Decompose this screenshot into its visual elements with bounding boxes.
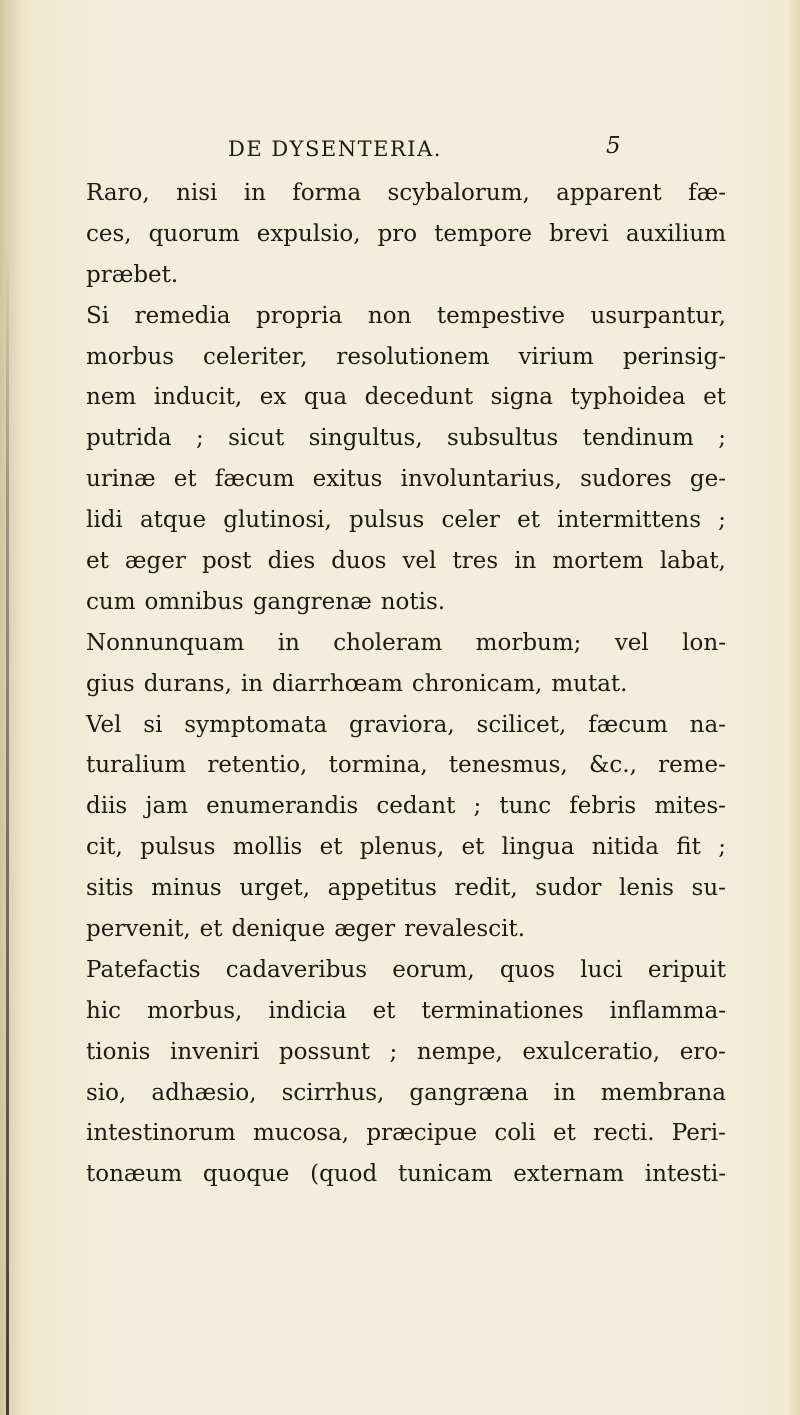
word: pro — [377, 220, 418, 247]
word: tionis — [86, 1038, 151, 1065]
word: subsultus — [447, 425, 559, 452]
text-line — [86, 214, 726, 255]
word: in — [243, 180, 266, 206]
text-line — [86, 1073, 726, 1114]
text-line — [86, 991, 726, 1032]
text-line — [86, 500, 726, 541]
word: et — [517, 507, 540, 534]
word: cit, — [86, 834, 123, 861]
word: febris — [569, 793, 637, 820]
text-line — [86, 377, 726, 418]
word: retentio, — [207, 752, 308, 779]
word: exitus — [312, 466, 383, 493]
word: et — [553, 1120, 576, 1147]
word: reme- — [658, 752, 726, 779]
word: labat, — [659, 548, 726, 575]
word: diarrhœam — [272, 670, 403, 697]
word: tonæum — [86, 1161, 183, 1188]
word: enumerandis — [206, 793, 359, 820]
word: forma — [292, 180, 362, 206]
word: su- — [691, 875, 726, 902]
word: tormina, — [328, 752, 428, 779]
word: scilicet, — [476, 711, 567, 738]
word: sitis — [86, 875, 134, 902]
text-line — [86, 255, 726, 296]
word: glutinosi, — [223, 507, 332, 534]
word: ; — [718, 425, 726, 452]
word: vel — [402, 548, 437, 575]
word: sudores — [580, 466, 672, 493]
word: quoque — [202, 1161, 290, 1188]
word: notis. — [380, 588, 446, 615]
word: tenesmus, — [448, 752, 568, 779]
word: singultus, — [308, 425, 423, 452]
word: typhoidea — [570, 384, 686, 411]
word: nisi — [176, 180, 218, 206]
word: pulsus — [140, 834, 216, 861]
word: scirrhus, — [281, 1079, 385, 1106]
text-line — [86, 1032, 726, 1073]
word: decedunt — [364, 384, 474, 411]
word: putrida — [86, 425, 172, 452]
word: post — [201, 548, 252, 575]
word: et — [372, 997, 396, 1024]
word: mortem — [552, 548, 644, 575]
word: tempestive — [436, 302, 565, 329]
word: et — [86, 548, 109, 575]
word: ; — [718, 834, 726, 861]
word: coli — [494, 1120, 536, 1147]
word: mites- — [654, 793, 726, 820]
word: tres — [452, 548, 499, 575]
word: gangræna — [409, 1079, 529, 1106]
word: mutat. — [551, 670, 628, 697]
word: fæ- — [688, 180, 726, 206]
word: fæcum — [588, 711, 668, 738]
word: ; — [718, 507, 726, 534]
text-line — [86, 705, 726, 746]
text-line — [86, 868, 726, 909]
word: inducit, — [153, 384, 243, 411]
text-line — [86, 786, 726, 827]
word: celeriter, — [202, 343, 308, 370]
word: mollis — [232, 834, 303, 861]
word: ge- — [689, 466, 726, 493]
word: membrana — [600, 1079, 726, 1106]
word: ; — [473, 793, 482, 820]
word: quos — [499, 956, 556, 983]
word: non — [367, 302, 412, 329]
page-number: 5 — [606, 133, 621, 159]
word: auxilium — [625, 220, 726, 247]
text-line — [86, 909, 726, 950]
word: qua — [303, 384, 348, 411]
text-line — [86, 296, 726, 337]
word: tendinum — [582, 425, 694, 452]
word: cadaveribus — [225, 956, 368, 983]
word: in — [553, 1079, 576, 1106]
word: morbus — [86, 343, 174, 370]
word: lidi — [86, 507, 123, 534]
word: præbet. — [86, 261, 179, 288]
word: si — [143, 711, 163, 738]
word: graviora, — [349, 711, 455, 738]
word: præcipue — [366, 1120, 478, 1147]
word: in — [514, 548, 537, 575]
body-text — [86, 173, 726, 1195]
word: revalescit. — [404, 916, 526, 943]
word: chronicam, — [411, 670, 543, 697]
word: hic — [86, 997, 122, 1024]
word: tunc — [499, 793, 552, 820]
text-line — [86, 745, 726, 786]
word: intestinorum — [86, 1120, 236, 1147]
text-line — [86, 459, 726, 500]
word: ; — [195, 425, 204, 452]
word: usurpantur, — [590, 302, 726, 329]
spine-shadow — [6, 250, 9, 1415]
word: possunt — [278, 1038, 370, 1065]
word: et — [199, 916, 223, 943]
word: na- — [689, 711, 726, 738]
text-line — [86, 827, 726, 868]
word: Nonnunquam — [86, 629, 245, 656]
word: Si — [86, 302, 110, 329]
word: nempe, — [416, 1038, 503, 1065]
word: jam — [145, 793, 189, 820]
word: fæcum — [214, 466, 295, 493]
word: choleram — [333, 629, 443, 656]
text-line — [86, 173, 726, 214]
word: denique — [231, 916, 326, 943]
word: indicia — [268, 997, 347, 1024]
word: atque — [139, 507, 207, 534]
word: sicut — [228, 425, 285, 452]
word: symptomata — [184, 711, 328, 738]
word: dies — [267, 548, 316, 575]
word: Vel — [86, 711, 122, 738]
page-header — [0, 133, 800, 173]
word: cum — [86, 588, 136, 615]
word: expulsio, — [256, 220, 361, 247]
text-line — [86, 1154, 726, 1195]
word: nem — [86, 384, 137, 411]
word: Raro, — [86, 180, 150, 206]
text-line — [86, 582, 726, 623]
word: inveniri — [170, 1038, 260, 1065]
word: sio, — [86, 1079, 127, 1106]
word: eorum, — [392, 956, 475, 983]
word: durans, — [143, 670, 232, 697]
word: et — [703, 384, 726, 411]
word: externam — [513, 1161, 625, 1188]
text-line — [86, 541, 726, 582]
word: intermittens — [557, 507, 702, 534]
word: æger — [334, 916, 396, 943]
word: urget, — [239, 875, 311, 902]
word: morbus, — [147, 997, 243, 1024]
word: lenis — [619, 875, 674, 902]
word: ex — [259, 384, 287, 411]
word: duos — [331, 548, 387, 575]
word: quorum — [148, 220, 240, 247]
word: sudor — [535, 875, 602, 902]
word: apparent — [556, 180, 662, 206]
running-head: DE DYSENTERIA. — [228, 137, 442, 161]
word: brevi — [549, 220, 609, 247]
word: ces, — [86, 220, 132, 247]
word: plenus, — [359, 834, 445, 861]
word: vel — [614, 629, 649, 656]
word: in — [277, 629, 300, 656]
word: luci — [580, 956, 623, 983]
word: propria — [256, 302, 343, 329]
word: nitida — [591, 834, 659, 861]
word: intesti- — [644, 1161, 726, 1188]
word: lon- — [682, 629, 726, 656]
word: et — [319, 834, 343, 861]
word: resolutionem — [336, 343, 490, 370]
word: pulsus — [349, 507, 425, 534]
word: et — [461, 834, 485, 861]
word: ; — [389, 1038, 398, 1065]
word: redit, — [454, 875, 518, 902]
word: appetitus — [327, 875, 437, 902]
word: tunicam — [397, 1161, 493, 1188]
word: cedant — [376, 793, 456, 820]
word: perinsig- — [622, 343, 726, 370]
word: exulceratio, — [522, 1038, 661, 1065]
word: turalium — [86, 752, 187, 779]
word: ero- — [679, 1038, 726, 1065]
page-right-edge — [788, 0, 800, 1415]
word: celer — [441, 507, 500, 534]
word: &c., — [588, 752, 637, 779]
word: involuntarius, — [400, 466, 562, 493]
text-line — [86, 337, 726, 378]
word: urinæ — [86, 466, 156, 493]
word: diis — [86, 793, 128, 820]
word: inflamma- — [609, 997, 726, 1024]
word: æger — [124, 548, 186, 575]
word: et — [173, 466, 197, 493]
text-line — [86, 418, 726, 459]
word: eripuit — [647, 956, 726, 983]
word: pervenit, — [86, 916, 191, 943]
word: gius — [86, 670, 135, 697]
word: fit — [676, 834, 701, 861]
text-line — [86, 623, 726, 664]
word: Peri- — [671, 1120, 726, 1147]
text-line — [86, 1113, 726, 1154]
text-line — [86, 664, 726, 705]
word: signa — [490, 384, 553, 411]
word: adhæsio, — [151, 1079, 257, 1106]
word: scybalorum, — [387, 180, 530, 206]
page-binding-edge — [0, 0, 22, 1415]
word: Patefactis — [86, 956, 201, 983]
word: in — [240, 670, 264, 697]
word: gangrenæ — [252, 588, 372, 615]
word: omnibus — [144, 588, 244, 615]
word: mucosa, — [252, 1120, 350, 1147]
text-line — [86, 950, 726, 991]
word: virium — [518, 343, 594, 370]
word: minus — [151, 875, 222, 902]
word: tempore — [434, 220, 533, 247]
word: morbum; — [475, 629, 582, 656]
word: remedia — [134, 302, 231, 329]
word: lingua — [501, 834, 575, 861]
word: recti. — [593, 1120, 655, 1147]
word: (quod — [310, 1161, 378, 1188]
word: terminationes — [421, 997, 584, 1024]
